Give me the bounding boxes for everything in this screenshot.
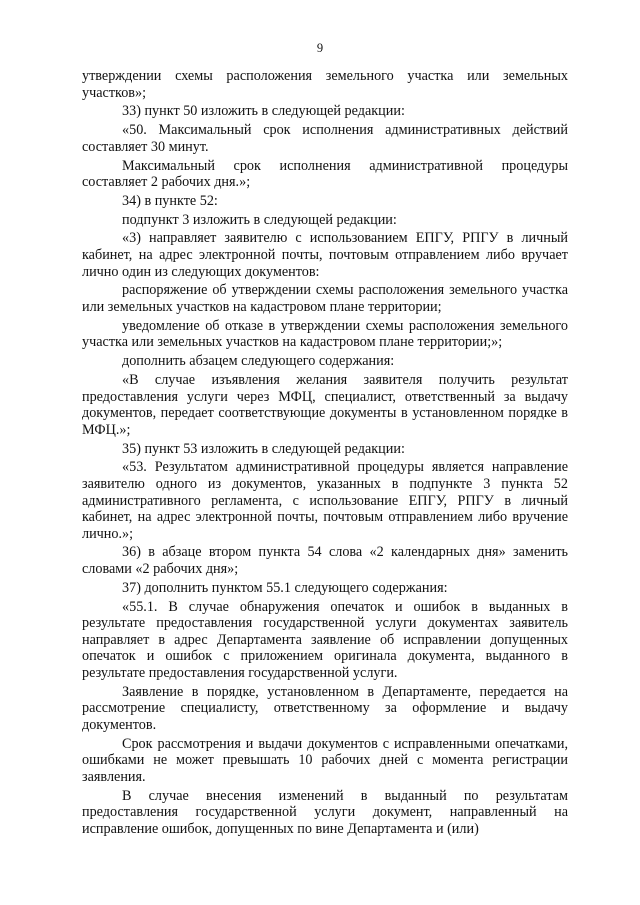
paragraph-quote-53: «53. Результатом административной процедуры является направление заявителю одного из документов, указанных в подпункте 3 пункта 52 административного регламента, с использование ЕПГУ, РПГУ в личный кабинет, на адрес электронной почты, почтовым отправлением либо вручение лично.»; <box>82 459 568 542</box>
paragraph-quote-3: «3) направляет заявителю с использованием ЕПГУ, РПГУ в личный кабинет, на адрес электронной почты, почтовым отправлением либо вручает лично один из следующих документов: <box>82 230 568 280</box>
paragraph-review-term: Срок рассмотрения и выдачи документов с исправленными опечатками, ошибками не может превышать 10 рабочих дней с момента регистрации заявления. <box>82 735 568 785</box>
paragraph-subitem-3: подпункт 3 изложить в следующей редакции: <box>122 211 397 228</box>
paragraph-item-36: 36) в абзаце втором пункта 54 слова «2 календарных дня» заменить словами «2 рабочих дня»; <box>82 544 568 578</box>
document-body <box>82 68 568 840</box>
paragraph-item-34: 34) в пункте 52: <box>122 192 218 209</box>
paragraph-changes: В случае внесения изменений в выданный по результатам предоставления государственной услуги документ, направленный на исправление ошибок, допущенных по вине Департамента и (или) <box>82 787 568 837</box>
paragraph-item-37: 37) дополнить пунктом 55.1 следующего содержания: <box>122 579 448 596</box>
paragraph-mfc: «В случае изъявления желания заявителя получить результат предоставления услуги через МФЦ, специалист, ответственный за выдачу документов, передает соответствующие документы в установленном порядке в МФЦ.»; <box>82 371 568 438</box>
paragraph-max-time: Максимальный срок исполнения административной процедуры составляет 2 рабочих дня.»; <box>82 157 568 191</box>
paragraph-item-33: 33) пункт 50 изложить в следующей редакции: <box>122 103 405 120</box>
paragraph-application: Заявление в порядке, установленном в Департаменте, передается на рассмотрение специалисту, ответственному за оформление и выдачу документов. <box>82 683 568 733</box>
paragraph-quote-50: «50. Максимальный срок исполнения административных действий составляет 30 минут. <box>82 122 568 155</box>
page-number: 9 <box>316 41 324 55</box>
paragraph-order: распоряжение об утверждении схемы расположения земельного участка или земельных участков на кадастровом плане территории; <box>82 282 568 316</box>
paragraph-quote-55-1: «55.1. В случае обнаружения опечаток и ошибок в выданных в результате предоставления государственной услуги документах заявитель направляет в адрес Департамента заявление об исправлении допущенных опечаток и ошибок с приложением оригинала документа, выданного в результате предоставления государственной услуги. <box>82 598 568 681</box>
paragraph-add-clause: дополнить абзацем следующего содержания: <box>122 353 395 370</box>
paragraph-notice: уведомление об отказе в утверждении схемы расположения земельного участка или земельных участков на кадастровом плане территории;»; <box>82 317 568 351</box>
paragraph-continuation: утверждении схемы расположения земельного участка или земельных участков»; <box>82 68 568 101</box>
paragraph-item-35: 35) пункт 53 изложить в следующей редакции: <box>122 440 405 457</box>
